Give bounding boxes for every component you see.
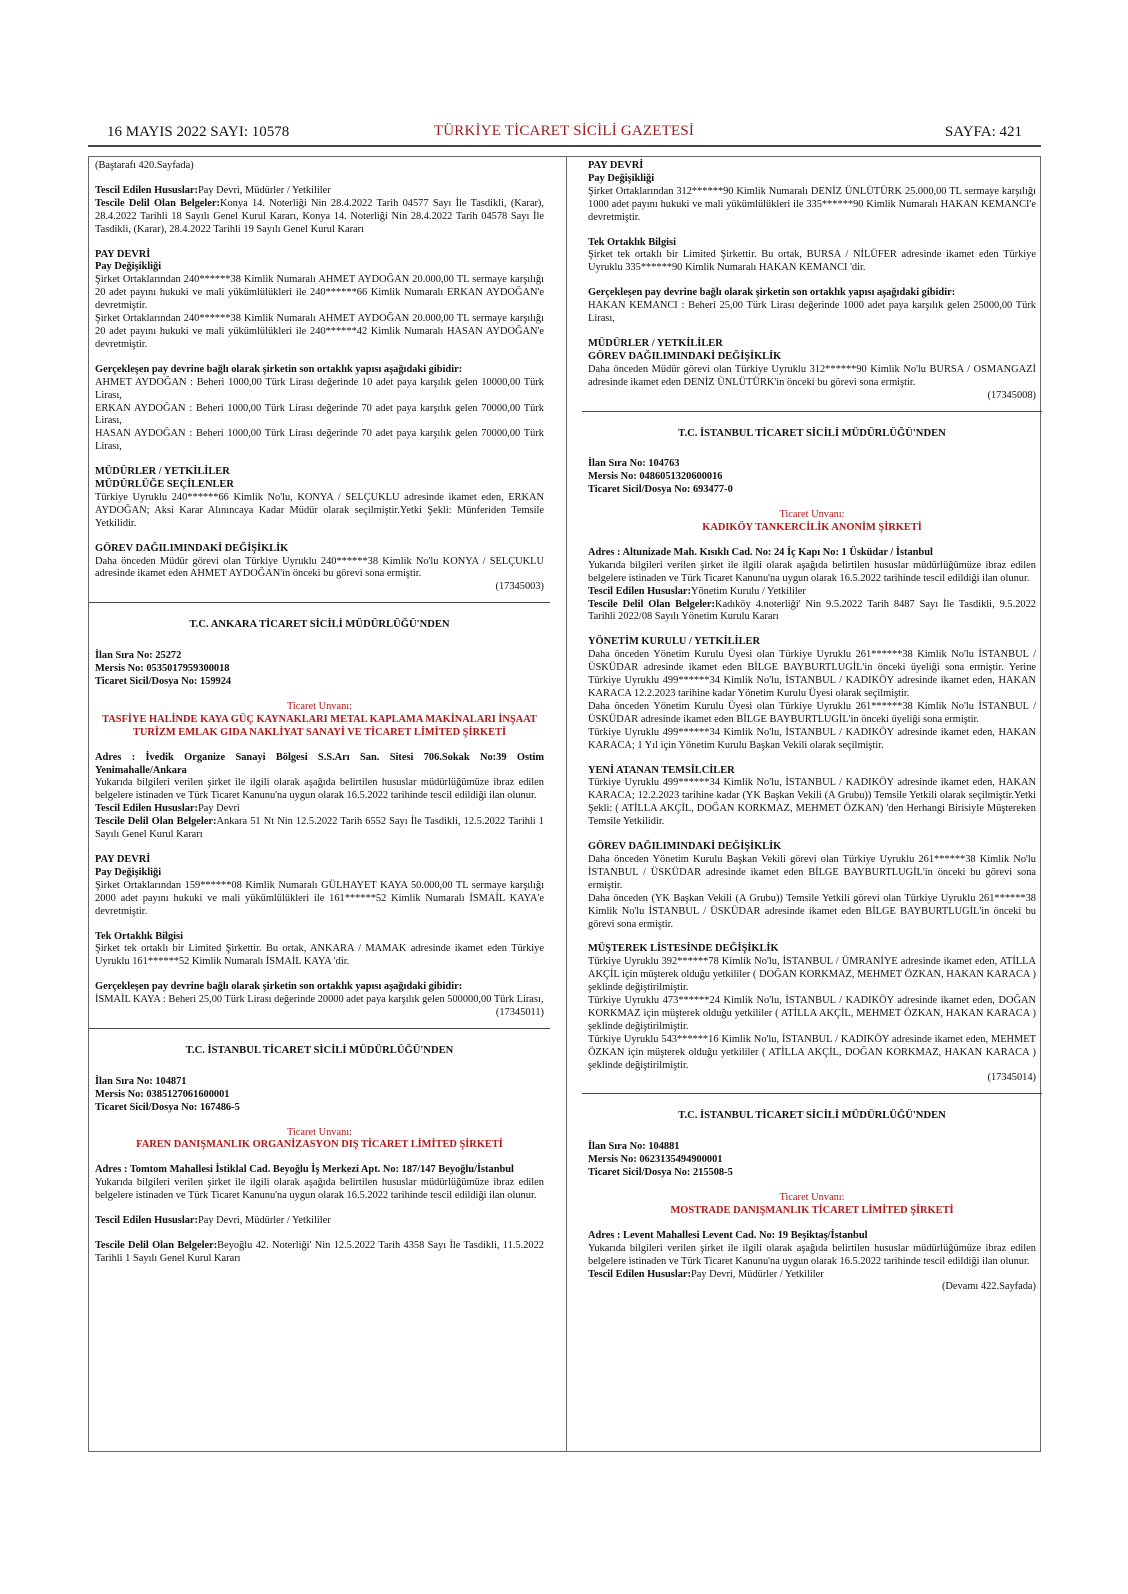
continued-from: (Baştarafı 420.Sayfada) [95,160,194,171]
paragraph: Yukarıda bilgileri verilen şirket ile ilgili olarak aşağıda belirtilen hususlar müdürlüğümüze ibraz edilen belgelere istinaden ve Türk Ticaret Kanunu'na uygun olarak 16.5.2022 tarihinde tescil edildiği ilan olunur. [588,1242,1036,1267]
registry-number: Ticaret Sicil/Dosya No: 159924 [95,676,232,687]
paragraph: Yukarıda bilgileri verilen şirket ile ilgili olarak aşağıda belirtilen hususlar müdürlüğümüze ibraz edilen belgelere istinaden ve Türk Ticaret Kanunu'na uygun olarak 16.5.2022 tarihinde tescil edildiği ilan olunur. [95,1177,544,1202]
paragraph: Yukarıda bilgileri verilen şirket ile ilgili olarak aşağıda belirtilen hususlar müdürlüğümüze ibraz edilen belgelere istinaden ve Türk Ticaret Kanunu'na uygun olarak 16.5.2022 tarihinde tescil edildiği ilan olunur. [588,559,1036,584]
address: Adres : Levent Mahallesi Levent Cad. No: 19 Beşiktaş/İstanbul [588,1229,868,1241]
paragraph: Şirket Ortaklarından 312******90 Kimlik Numaralı DENİZ ÜNLÜTÜRK 25.000,00 TL sermaye karşılığı 1000 adet payını hukuki ve mali yükümlülükleri ile 335******90 Kimlik Numaralı HAKAN KEMANCI'e devretmiştir. [588,185,1036,223]
sub-heading: Gerçekleşen pay devrine bağlı olarak şirketin son ortaklık yapısı aşağıdaki gibidir: [588,287,956,299]
section-heading: GÖREV DAĞILIMINDAKİ DEĞİŞİKLİK [95,542,289,554]
registered-matters: Tescil Edilen Hususlar:Pay Devri, Müdürler / Yetkililer [95,184,331,196]
registered-matters: Tescil Edilen Hususlar:Pay Devri [95,803,240,815]
registry-office: T.C. İSTANBUL TİCARET SİCİLİ MÜDÜRLÜĞÜ'NDEN [185,1044,454,1056]
listing-number: İlan Sıra No: 104881 [588,1141,680,1153]
section-heading: MÜŞTEREK LİSTESİNDE DEĞİŞİKLİK [588,943,779,955]
trade-name: TASFİYE HALİNDE KAYA GÜÇ KAYNAKLARI METAL KAPLAMA MAKİNALARI İNŞAAT TURİZM EMLAK GIDA NAKLİYAT SANAYİ VE TİCARET LİMİTED ŞİRKETİ [102,713,537,738]
paragraph: Şirket Ortaklarından 240******38 Kimlik Numaralı AHMET AYDOĞAN 20.000,00 TL sermaye karşılığı 20 adet payını hukuki ve mali yükümlülükleri ile 240******42 Kimlik Numaralı HASAN AYDOĞAN'e devretmiştir. [95,313,544,350]
announcement-ref: (17345011) [495,1007,544,1019]
address: Adres : İvedik Organize Sanayi Bölgesi S.S.Arı San. Sitesi 706.Sokak No:39 Ostim Yenimahalle/Ankara [95,751,544,776]
listing-number: İlan Sıra No: 104763 [588,458,680,470]
mersis-number: Mersis No: 0385127061600001 [95,1088,230,1100]
paragraph: Daha önceden Yönetim Kurulu Üyesi olan Türkiye Uyruklu 261******38 Kimlik No'lu İSTANBUL / ÜSKÜDAR adresinde ikamet eden BİLGE BAYBURTLUGİL'in önceki üyeliği sona ermiştir. [588,700,1036,725]
registry-office: T.C. İSTANBUL TİCARET SİCİLİ MÜDÜRLÜĞÜ'NDEN [678,1110,946,1122]
registry-number: Ticaret Sicil/Dosya No: 693477-0 [588,484,733,496]
listing-number: İlan Sıra No: 25272 [95,650,182,662]
section-heading: GÖREV DAĞILIMINDAKİ DEĞİŞİKLİK [588,350,782,362]
trade-name: KADIKÖY TANKERCİLİK ANONİM ŞİRKETİ [702,522,922,534]
section-heading: GÖREV DAĞILIMINDAKİ DEĞİŞİKLİK [588,841,782,853]
announcement-separator [89,1028,550,1029]
trade-name-label: Ticaret Unvanı: [286,1126,353,1138]
announcement-separator [582,411,1042,412]
address: Adres : Tomtom Mahallesi İstiklal Cad. Beyoğlu İş Merkezi Apt. No: 187/147 Beyoğlu/İstanbul [95,1164,514,1176]
trade-name: MOSTRADE DANIŞMANLIK TİCARET LİMİTED ŞİRKETİ [670,1204,954,1216]
paragraph: HASAN AYDOĞAN : Beheri 1000,00 Türk Lirası değerinde 70 adet paya karşılık gelen 70000,00 Türk Lirası, [95,428,544,453]
paragraph: AHMET AYDOĞAN : Beheri 1000,00 Türk Lirası değerinde 10 adet paya karşılık gelen 10000,00 Türk Lirası, [95,376,544,401]
paragraph: Türkiye Uyruklu 473******24 Kimlik No'lu, İSTANBUL / KADIKÖY adresinde ikamet eden, DOĞAN KORKMAZ için müşterek olduğu yetkililer ( ATİLLA AKÇİL, MEHMET ÖZKAN, HAKAN KARACA ) şeklinde değiştirilmiştir. [588,995,1036,1032]
registered-matters: Tescil Edilen Hususlar:Yönetim Kurulu / Yetkililer [588,585,806,597]
sub-heading: Pay Değişikliği [95,866,162,878]
paragraph: Şirket tek ortaklı bir Limited Şirkettir. Bu ortak, ANKARA / MAMAK adresinde ikamet eden Türkiye Uyruklu 161******52 Kimlik Numaralı İSMAİL KAYA 'dir. [95,943,544,968]
gazette-title: TÜRKİYE TİCARET SİCİLİ GAZETESİ [433,123,695,139]
section-heading: PAY DEVRİ [95,248,151,260]
paragraph: Daha önceden Yönetim Kurulu Üyesi olan Türkiye Uyruklu 261******38 Kimlik No'lu İSTANBUL / ÜSKÜDAR adresinde ikamet eden BİLGE BAYBURTLUGİL'in önceki üyeliği sona ermiştir. Yerine Türkiye Uyruklu 499******34 Kimlik No'lu, İSTANBUL / KADIKÖY adresinde ikamet eden, HAKAN KARACA 12.2.2023 tarihine kadar Yönetim Kurulu Üyesi olarak seçilmiştir. [588,649,1036,699]
paragraph: Türkiye Uyruklu 240******66 Kimlik No'lu, KONYA / SELÇUKLU adresinde ikamet eden, ERKAN AYDOĞAN; Aksi Karar Alınıncaya Kadar Müdür olarak seçilmiştir.Yetki Şekli: Münferiden Temsile Yetkilidir. [95,491,544,529]
paragraph: Daha önceden Müdür görevi olan Türkiye Uyruklu 312******90 Kimlik No'lu BURSA / OSMANGAZİ adresinde ikamet eden DENİZ ÜNLÜTÜRK'in önceki bu görevi sona ermiştir. [588,363,1036,388]
right-column [588,160,1036,1294]
sub-heading: Tek Ortaklık Bilgisi [95,930,183,942]
paragraph: Yukarıda bilgileri verilen şirket ile ilgili olarak aşağıda belirtilen hususlar müdürlüğümüze ibraz edilen belgelere istinaden ve Türk Ticaret Kanunu'na uygun olarak 16.5.2022 tarihinde tescil edildiği ilan olunur. [95,777,544,802]
paragraph: Daha önceden Yönetim Kurulu Başkan Vekili görevi olan Türkiye Uyruklu 261******38 Kimlik No'lu İSTANBUL / ÜSKÜDAR adresinde ikamet eden BİLGE BAYBURTLUGİL'in önceki bu görevi sona ermiştir. [588,853,1036,891]
sub-heading: Gerçekleşen pay devrine bağlı olarak şirketin son ortaklık yapısı aşağıdaki gibidir: [95,363,463,375]
left-column [95,160,544,1266]
supporting-documents: Tescile Delil Olan Belgeler:Beyoğlu 42. Noterliği' Nin 12.5.2022 Tarih 4358 Sayı İle Tasdikli, 11.5.2022 Tarihli 1 Sayılı Genel Kurul Kararı [95,1240,544,1264]
paragraph: İSMAİL KAYA : Beheri 25,00 Türk Lirası değerinde 20000 adet paya karşılık gelen 500000,00 Türk Lirası, [95,994,544,1006]
paragraph: Türkiye Uyruklu 392******78 Kimlik No'lu, İSTANBUL / ÜMRANİYE adresinde ikamet eden, ATİLLA AKÇİL için müşterek olduğu yetkililer ( DOĞAN KORKMAZ, MEHMET ÖZKAN, HAKAN KARACA ) şeklinde değiştirilmiştir. [588,956,1036,994]
mersis-number: Mersis No: 0623135494900001 [588,1154,723,1166]
header-rule [88,145,1041,147]
mersis-number: Mersis No: 0486051320600016 [588,471,723,483]
issue-date: 16 MAYIS 2022 SAYI: 10578 [107,124,290,140]
trade-name-label: Ticaret Unvanı: [286,700,353,712]
registry-office: T.C. ANKARA TİCARET SİCİLİ MÜDÜRLÜĞÜ'NDEN [189,619,450,631]
section-heading: PAY DEVRİ [588,160,644,171]
paragraph: Türkiye Uyruklu 499******34 Kimlik No'lu, İSTANBUL / KADIKÖY adresinde ikamet eden, HAKAN KARACA; 12.2.2023 tarihine kadar (YK Başkan Vekili (A Grubu)) Temsile Yetkili olarak seçilmiştir.Yetki Şekli: ( ATİLLA AKÇİL, DOĞAN KORKMAZ, MEHMET ÖZKAN) 'den Herhangi Birisiyle Müştereken Temsile Yetkilidir. [588,777,1036,828]
paragraph: Şirket Ortaklarından 240******38 Kimlik Numaralı AHMET AYDOĞAN 20.000,00 TL sermaye karşılığı 20 adet payını hukuki ve mali yükümlülükleri ile 240******66 Kimlik Numaralı ERKAN AYDOĞAN'e devretmiştir. [95,274,544,312]
paragraph: Türkiye Uyruklu 543******16 Kimlik No'lu, İSTANBUL / KADIKÖY adresinde ikamet eden, MEHMET ÖZKAN için müşterek olduğu yetkililer ( ATİLLA AKÇİL, DOĞAN KORKMAZ, HAKAN KARACA ) şeklinde değiştirilmiştir. [588,1033,1036,1071]
listing-number: İlan Sıra No: 104871 [95,1075,187,1087]
paragraph: ERKAN AYDOĞAN : Beheri 1000,00 Türk Lirası değerinde 70 adet paya karşılık gelen 70000,00 Türk Lirası, [95,402,544,427]
section-heading: PAY DEVRİ [95,853,151,865]
announcement-ref: (17345014) [987,1072,1036,1084]
supporting-documents: Tescile Delil Olan Belgeler:Ankara 51 Nt Nin 12.5.2022 Tarih 6552 Sayı İle Tasdikli, 12.5.2022 Tarihli 1 Sayılı Genel Kurul Kararı [95,816,544,841]
supporting-documents: Tescile Delil Olan Belgeler:Konya 14. Noterliği Nin 28.4.2022 Tarih 04577 Sayı İle Tasdikli, (Karar), 28.4.2022 Tarihli 18 Sayılı Genel Kurul Kararı, Konya 14. Noterliği Nin 28.4.2022 Tarih 04578 Sayı İle Tasdikli, (Karar), 28.4.2022 Tarihli 19 Sayılı Genel Kurul Kararı [95,197,544,235]
page-number: SAYFA: 421 [944,124,1022,140]
paragraph: Türkiye Uyruklu 499******34 Kimlik No'lu, İSTANBUL / KADIKÖY adresinde ikamet eden, HAKAN KARACA; 1 Yıl için Yönetim Kurulu Başkan Vekili olarak seçilmiştir. [588,726,1036,751]
continued-on: (Devamı 422.Sayfada) [941,1281,1036,1293]
sub-heading: Tek Ortaklık Bilgisi [588,236,676,248]
sub-heading: Pay Değişikliği [588,172,655,184]
section-heading: YENİ ATANAN TEMSİLCİLER [588,764,735,776]
frame-right [1040,156,1041,1452]
sub-heading: MÜDÜRLÜĞE SEÇİLENLER [95,479,234,491]
trade-name-label: Ticaret Unvanı: [779,1192,845,1203]
trade-name-label: Ticaret Unvanı: [779,509,845,521]
address: Adres : Altunizade Mah. Kısıklı Cad. No: 24 İç Kapı No: 1 Üsküdar / İstanbul [588,546,933,558]
frame-bottom [88,1451,1041,1452]
registered-matters: Tescil Edilen Hususlar:Pay Devri, Müdürler / Yetkililer [588,1268,824,1280]
announcement-separator [582,1093,1042,1094]
registry-number: Ticaret Sicil/Dosya No: 215508-5 [588,1167,733,1179]
section-heading: YÖNETİM KURULU / YETKİLİLER [588,636,760,648]
mersis-number: Mersis No: 0535017959300018 [95,663,230,675]
column-divider [566,156,567,1452]
trade-name: FAREN DANIŞMANLIK ORGANİZASYON DIŞ TİCARET LİMİTED ŞİRKETİ [136,1139,503,1151]
announcement-ref: (17345008) [987,389,1036,401]
sub-heading: Pay Değişikliği [95,261,162,273]
frame-left [88,156,89,1452]
announcement-separator [89,602,550,603]
paragraph: Şirket tek ortaklı bir Limited Şirkettir. Bu ortak, BURSA / NİLÜFER adresinde ikamet eden Türkiye Uyruklu 335******90 Kimlik Numaralı HAKAN KEMANCI 'dir. [588,249,1036,274]
paragraph: Şirket Ortaklarından 159******08 Kimlik Numaralı GÜLHAYET KAYA 50.000,00 TL sermaye karşılığı 2000 adet payını hukuki ve mali yükümlülükleri ile 161******52 Kimlik Numaralı İSMAİL KAYA'e devretmiştir. [95,879,544,917]
paragraph: Daha önceden (YK Başkan Vekili (A Grubu)) Temsile Yetkili görevi olan Türkiye Uyruklu 261******38 Kimlik No'lu İSTANBUL / ÜSKÜDAR adresinde ikamet eden BİLGE BAYBURTLUGİL'in önceki bu görevi sona ermiştir. [588,892,1036,930]
supporting-documents: Tescile Delil Olan Belgeler:Kadıköy 4.noterliği' Nin 9.5.2022 Tarih 8487 Sayı İle Tasdikli, 9.5.2022 Tarihli 2022/08 Sayılı Yönetim Kurulu Kararı [588,598,1036,623]
section-heading: MÜDÜRLER / YETKİLİLER [588,337,723,349]
frame-top [88,156,1041,157]
sub-heading: Gerçekleşen pay devrine bağlı olarak şirketin son ortaklık yapısı aşağıdaki gibidir: [95,981,463,993]
section-heading: MÜDÜRLER / YETKİLİLER [95,466,230,478]
announcement-ref: (17345003) [495,581,544,593]
registered-matters: Tescil Edilen Hususlar:Pay Devri, Müdürler / Yetkililer [95,1215,331,1227]
paragraph: HAKAN KEMANCI : Beheri 25,00 Türk Lirası değerinde 1000 adet paya karşılık gelen 25000,00 Türk Lirası, [588,300,1036,325]
registry-number: Ticaret Sicil/Dosya No: 167486-5 [95,1101,240,1113]
registry-office: T.C. İSTANBUL TİCARET SİCİLİ MÜDÜRLÜĞÜ'NDEN [678,427,946,439]
paragraph: Daha önceden Müdür görevi olan Türkiye Uyruklu 240******38 Kimlik No'lu KONYA / SELÇUKLU adresinde ikamet eden AHMET AYDOĞAN'in önceki bu görevi sona ermiştir. [95,555,544,580]
